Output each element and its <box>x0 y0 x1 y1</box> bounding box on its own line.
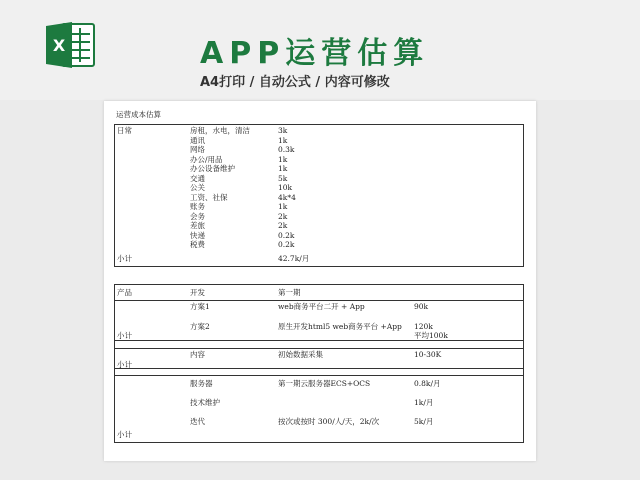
plan2-desc: 原生开发html5 web商务平台 +App <box>278 322 402 331</box>
excel-logo-icon <box>40 20 100 70</box>
plan1-name: 方案1 <box>190 302 210 311</box>
daily-label: 日常 <box>117 126 132 135</box>
content-name: 内容 <box>190 350 205 359</box>
daily-costs-table <box>114 124 524 267</box>
daily-item-name: 办公设备维护 <box>190 164 235 173</box>
plan1-cost: 90k <box>414 302 429 311</box>
content-cost: 10-30K <box>414 350 442 359</box>
server-desc: 第一期云服务器ECS+OCS <box>278 379 371 388</box>
daily-item-value: 1k <box>278 202 288 211</box>
row-divider <box>114 368 524 369</box>
daily-item-name: 税费 <box>190 240 205 249</box>
dev-label: 开发 <box>190 288 205 297</box>
iteration-cost: 5k/月 <box>414 417 434 426</box>
iteration-desc: 按次或按时 300/人/天，2k/次 <box>278 417 380 426</box>
daily-item-name: 账务 <box>190 202 205 211</box>
subtotal-label: 小计 <box>117 430 132 439</box>
spreadsheet-page <box>104 101 536 461</box>
daily-item-value: 0.2k <box>278 230 295 240</box>
row-divider <box>114 348 524 349</box>
daily-item-name: 交通 <box>190 173 205 183</box>
daily-item-value: 1k <box>278 135 288 145</box>
daily-item-value: 10k <box>278 183 293 192</box>
daily-item-value: 4k*4 <box>278 192 296 202</box>
daily-item-name: 差旅 <box>190 221 205 230</box>
phase-label: 第一期 <box>278 288 301 297</box>
daily-item-value: 0.3k <box>278 145 295 154</box>
daily-item-value: 1k <box>278 164 288 173</box>
daily-item-value: 3k <box>278 126 288 135</box>
row-divider <box>114 340 524 341</box>
plan2-cost: 120k <box>414 322 433 331</box>
content-desc: 初始数据采集 <box>278 350 323 359</box>
daily-item-value: 5k <box>278 173 288 183</box>
daily-item-name: 快递 <box>190 230 205 240</box>
daily-subtotal-value: 42.7k/月 <box>278 254 310 263</box>
daily-item-value: 2k <box>278 211 288 221</box>
daily-item-value: 2k <box>278 221 288 230</box>
daily-item-name: 公关 <box>190 183 205 192</box>
daily-item-name: 房租，水电，清洁 <box>190 126 250 135</box>
subtotal-label: 小计 <box>117 360 132 369</box>
daily-item-name: 工资、社保 <box>190 192 228 202</box>
daily-item-value: 1k <box>278 154 288 164</box>
daily-item-name: 通讯 <box>190 135 205 145</box>
page-header <box>0 0 640 100</box>
page-subtitle: A4打印 / 自动公式 / 内容可修改 <box>200 75 390 90</box>
daily-subtotal-label: 小计 <box>117 254 132 263</box>
row-divider <box>114 375 524 376</box>
server-cost: 0.8k/月 <box>414 379 441 388</box>
plan-average: 平均100k <box>414 331 448 340</box>
daily-item-name: 办公/用品 <box>190 154 223 164</box>
iteration-name: 迭代 <box>190 417 205 426</box>
product-label: 产品 <box>117 288 132 297</box>
daily-item-name: 网络 <box>190 145 205 154</box>
server-name: 服务器 <box>190 379 213 388</box>
row-divider <box>114 300 524 301</box>
tech-name: 技术维护 <box>190 398 220 407</box>
svg-text:X: X <box>52 36 66 55</box>
subtotal-label: 小计 <box>117 331 132 340</box>
sheet-caption: 运营成本估算 <box>116 110 161 119</box>
daily-item-name: 会务 <box>190 211 205 221</box>
plan2-name: 方案2 <box>190 322 210 331</box>
page-title: APP运营估算 <box>200 36 430 71</box>
tech-cost: 1k/月 <box>414 398 434 407</box>
plan1-desc: web商务平台二开 + App <box>278 302 365 311</box>
daily-item-value: 0.2k <box>278 240 295 249</box>
